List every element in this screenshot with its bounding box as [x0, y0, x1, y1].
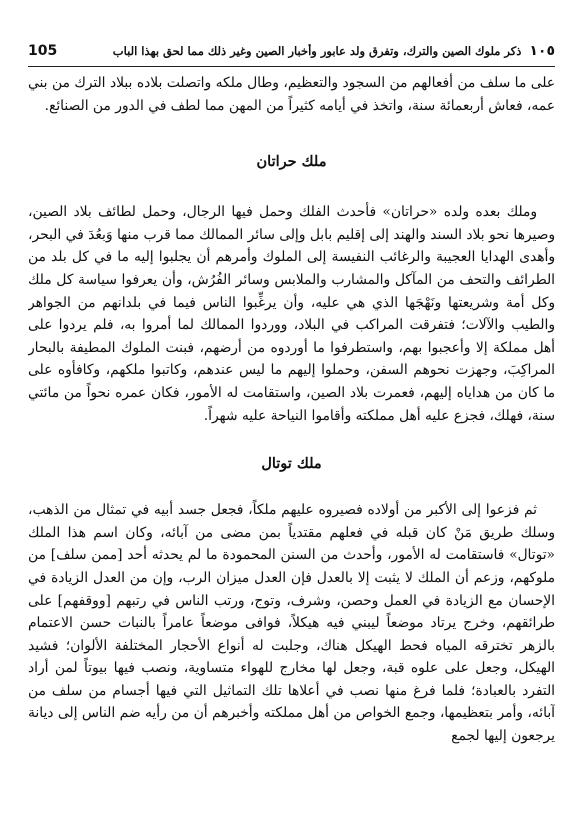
page-number-latin: 105 — [28, 43, 58, 59]
section-paragraph-harratan: وملك بعده ولده «حراتان» فأحدث الفلك وحمل فيها الرجال، وحمل لطائف بلاد الصين، وصيرها نحو بلاد السند والهند إلى إقليم بابل وإلى سائر الممالك مما قرب منها وَبعُدَ في البحر، وأهدى الهدايا العجيبة والرغائب النفيسة إلى الملوك وأمرهم أن يجلبوا إليه ما في كل بلد من الطرائف والتحف من المآكل والمشارب والملابس وسائر الفُرُش، وأن يعرفوا سياسة كل ملك وكل أمة وشريعتها ونَهْجَها الذي هي عليه، وأن يرغِّبوا الناس فيما في بلدانهم من الجواهر والطيب والآلات؛ فتفرقت المراكب في البلاد، ووردوا الممالك لما أمروا به، فلم يردوا على أهل مملكة إلا وأعجبوا بهم، واستطرفوا ما أوردوه من أرضهم، فبنت الملوك المطيفة بالبحار المراكِبَ، وجهزت نحوهم السفن، وحملوا إليهم ما ليس عندهم، وكاتبوا ملكهم، وكافأوه على ما كان من هداياه إليهم، فعمرت بلاد الصين، واستقامت له الأمور، فكان عمره نحواً من مائتي سنة، فهلك، فجزع عليه أهل مملكته وأقاموا النياحة عليه شهراً. — [28, 204, 555, 424]
running-title: ذكر ملوك الصين والترك، وتفرق ولد عابور وأخبار الصين وغير ذلك مما لحق بهذا الباب — [112, 44, 522, 58]
header-rule — [28, 66, 555, 67]
page-header — [28, 38, 555, 64]
section-heading-tutal: ملك توتال — [261, 455, 322, 473]
intro-paragraph: على ما سلف من أفعالهم من السجود والتعظيم، وطال ملكه واتصلت بلاده ببلاد الترك من بني عمه، فعاش أربعمائة سنة، واتخذ في أيامه كثيراً من المهن مما لطف في الدور من الصنائع. — [28, 75, 555, 114]
section-paragraph-tutal: ثم فزعوا إلى الأكبر من أولاده فصيروه عليهم ملكاً، فجعل جسد أبيه في تمثال من الذهب، وسلك طريق مَنْ كان قبله في فعلهم مقتدياً بمن مضى من آبائه، وكان اسم هذا الملك «توتال» فاستقامت له الأمور، وأحدث من السنن المحمودة ما لم يحدثه أحد [ممن سلف] من ملوكهم، وزعم أن الملك لا يثبت إلا بالعدل فإن العدل ميزان الرب، وإن من العدل الزيادة في الإحسان مع الزيادة في العمل وحصن، وشرف، وتوج، ورتب الناس في رتبهم [ووقفهم] على طرائقهم، وخرج يرتاد موضعاً ليبني فيه هيكلاً، فوافى موضعاً عامراً بالنبات حسن الاعتمام بالزهر تخترقه المياه فحط الهيكل هناك، وجلبت له أنواع الأحجار المختلفة الألوان؛ فشيد الهيكل، وجعل على علوه قبة، وجعل لها مخارج للهواء متساوية، ونصب فيها بيوتاً لمن أراد التفرد بالعبادة؛ فلما فرغ منها نصب في أعلاها تلك التماثيل التي فيها أجسام من سلف من آبائه، وأمر بتعظيمها، وجمع الخواص من أهل مملكته وأخبرهم أن من رأيه ضم الناس إلى ديانة يرجعون إليها لجمع — [28, 502, 555, 745]
page-number-arabic: ١٠٥ — [529, 43, 555, 59]
section-heading-harratan: ملك حراتان — [256, 153, 327, 171]
page-body — [28, 72, 555, 828]
